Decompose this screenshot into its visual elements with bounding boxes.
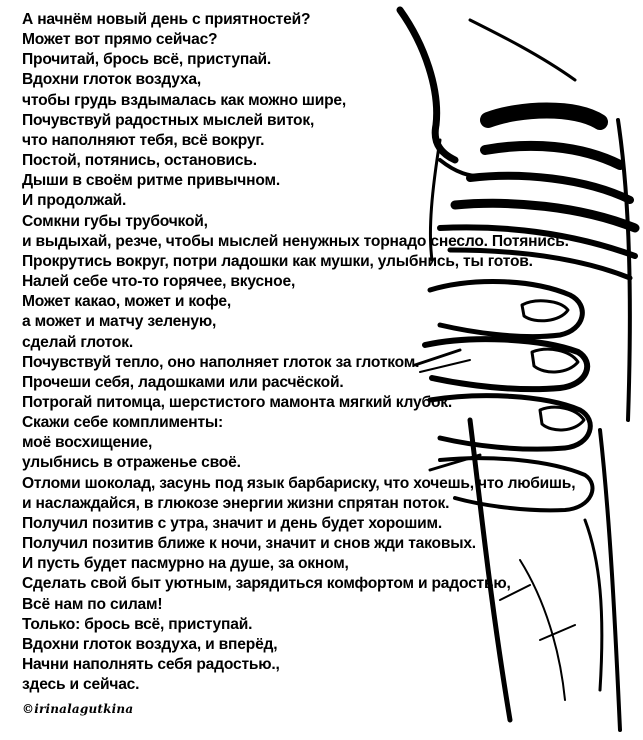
poem-line: Отломи шоколад, засунь под язык барбариску, что хочешь, что любишь, [22, 474, 576, 492]
poem-line: Потрогай питомца, шерстистого мамонта мягкий клубок. [22, 393, 453, 411]
poem-line: И пусть будет пасмурно на душе, за окном, [22, 555, 349, 573]
poem-line: здесь и сейчас. [22, 676, 140, 694]
author-signature: ©irinalagutkina [22, 702, 134, 716]
poem-line: улыбнись в отраженье своё. [22, 454, 241, 472]
poem-line: Почувствуй тепло, оно наполняет глоток за глотком. [22, 353, 420, 371]
poem-line: Скажи себе комплименты: [22, 414, 224, 432]
poem-line: Сделать свой быт уютным, зарядиться комфортом и радостью, [22, 575, 511, 593]
poem-line: и выдыхай, резче, чтобы мыслей ненужных торнадо снесло. Потянись. [22, 232, 569, 250]
poem-line: И продолжай. [22, 192, 127, 210]
poem-text [22, 10, 632, 695]
poem-line: Прочеши себя, ладошками или расчёской. [22, 373, 344, 391]
poem-line: что наполняют тебя, всё вокруг. [22, 131, 265, 149]
poem-line: А начнём новый день с приятностей? [22, 11, 311, 28]
poem-line: Получил позитив с утра, значит и день будет хорошим. [22, 514, 443, 532]
poem-line: а может и матчу зеленую, [22, 313, 217, 331]
poem-line: сделай глоток. [22, 333, 133, 351]
poem-line: Почувствуй радостных мыслей виток, [22, 111, 315, 129]
poem-line: Может вот прямо сейчас? [22, 31, 218, 49]
poem-line: Прочитай, брось всё, приступай. [22, 51, 272, 69]
poem-line: и наслаждайся, в глюкозе энергии жизни спрятан поток. [22, 494, 450, 512]
poem-line: Постой, потянись, остановись. [22, 152, 257, 170]
poem-line: Прокрутись вокруг, потри ладошки как мушки, улыбнись, ты готов. [22, 252, 533, 270]
poem-line: Дыши в своём ритме привычном. [22, 172, 280, 190]
poem-line: Начни наполнять себя радостью., [22, 656, 280, 673]
poem-line: Получил позитив ближе к ночи, значит и снов жди таковых. [22, 535, 476, 553]
poem-line: Только: брось всё, приступай. [22, 615, 253, 633]
poem-line: Вдохни глоток воздуха, и вперёд, [22, 635, 278, 653]
poem-line: Сомкни губы трубочкой, [22, 212, 208, 230]
poem-line: Может какао, может и кофе, [22, 293, 231, 311]
poem-line: Налей себе что-то горячее, вкусное, [22, 273, 296, 291]
poem-line: Вдохни глоток воздуха, [22, 71, 202, 89]
poem-line: чтобы грудь вздымалась как можно шире, [22, 91, 347, 109]
poem-line: Всё нам по силам! [22, 595, 163, 613]
poem-line: моё восхищение, [22, 434, 153, 452]
